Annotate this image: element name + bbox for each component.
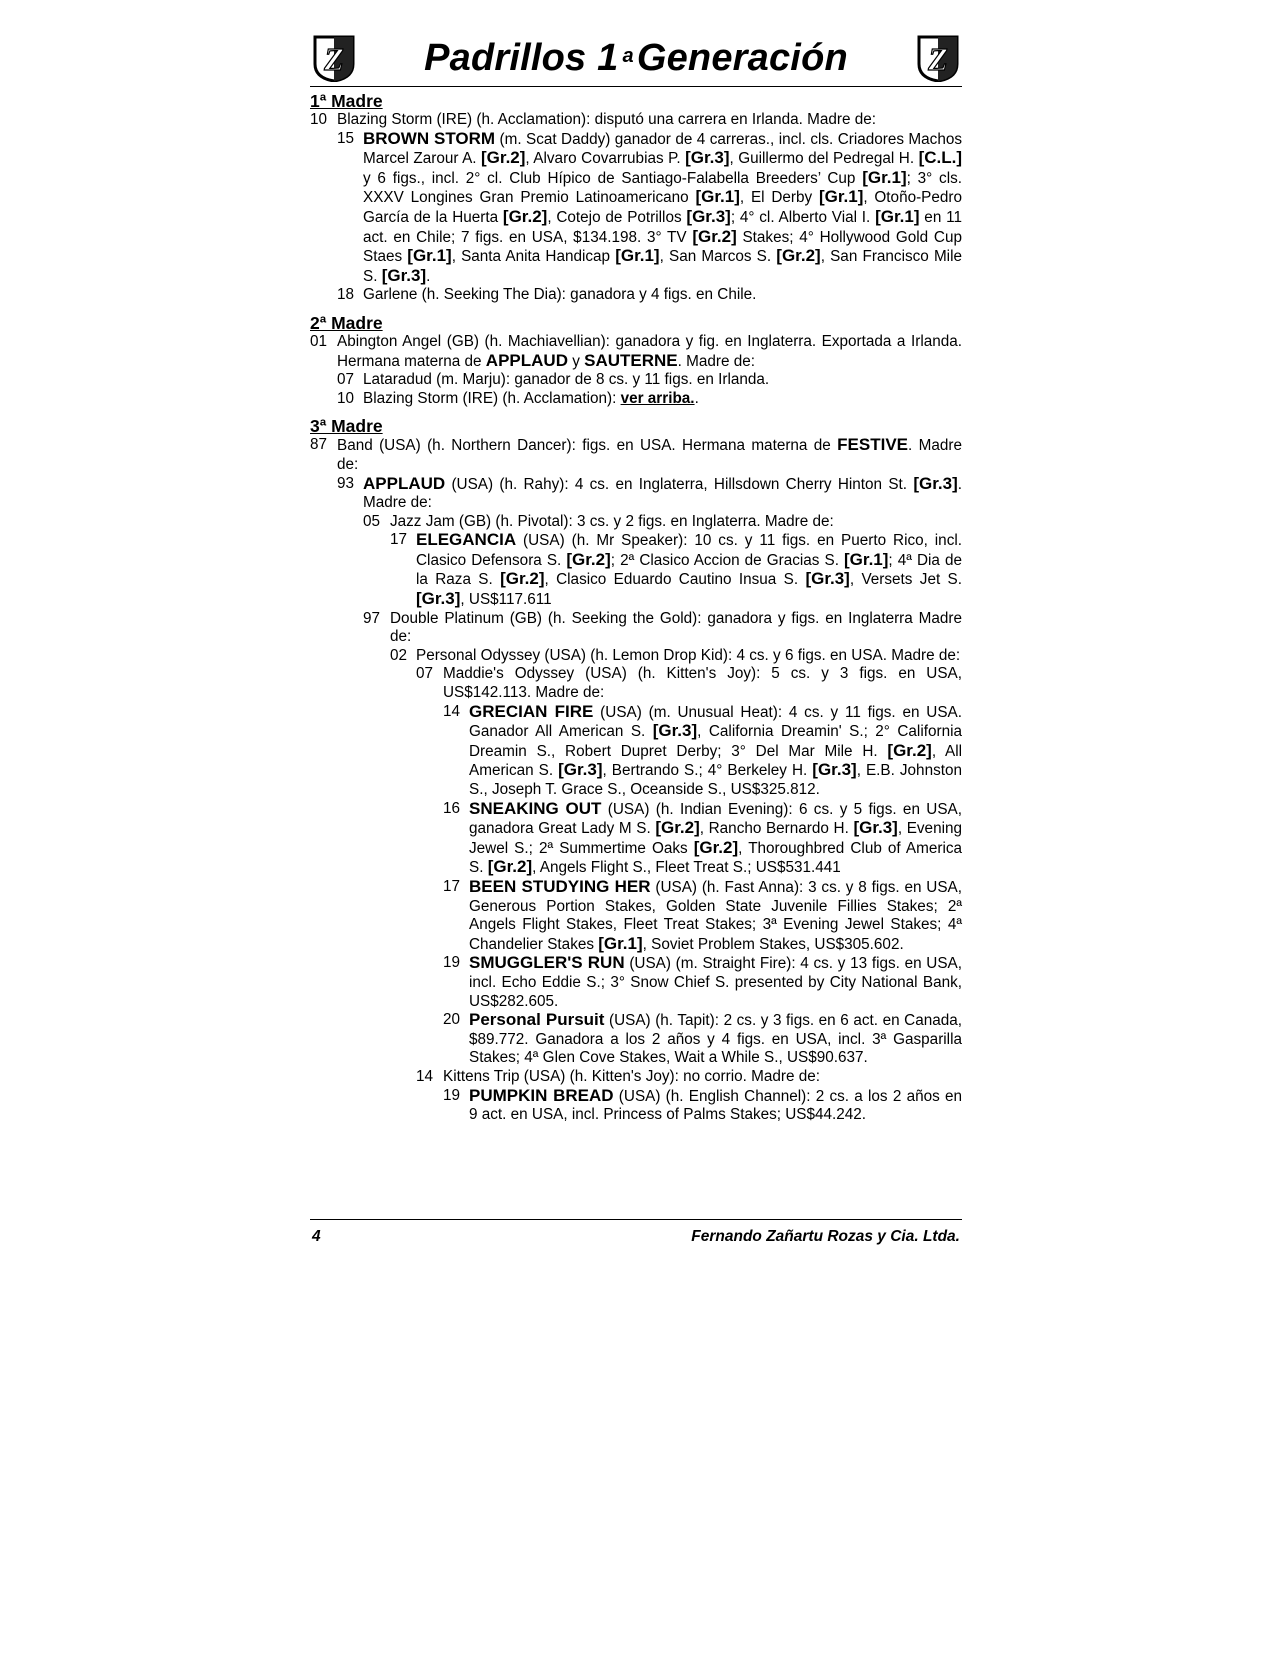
entry-text: Maddie's Odyssey (USA) (h. Kitten's Joy): 5 cs. y 3 figs. en USA, US$142.113. Madre de:	[443, 665, 962, 702]
grade-badge: [Gr.2]	[887, 740, 932, 760]
pedigree-content	[310, 91, 962, 1125]
svg-text:Z: Z	[324, 41, 344, 77]
horse-name: APPLAUD	[363, 473, 446, 493]
entry-text: , California Dreamin' S.; 2° California Dreamin S., Robert Dupret Derby; 3° Del Mar Mile H.	[469, 723, 962, 760]
entry-text: , Evening Jewel S.; 2ª Summertime Oaks	[469, 820, 962, 857]
entry-text: (USA) (h. Tapit): 2 cs. y 3 figs. en 6 act. en Canada, $89.772. Ganadora a los 2 años y 4 figs. en USA, incl. 3ª Gasparilla Stakes; 4ª Glen Cove Stakes, Wait a While S., US$90.637.	[469, 1012, 962, 1067]
grade-badge: [Gr.3]	[812, 760, 857, 780]
entry-text: (USA) (h. English Channel): 2 cs. a los 2 años en 9 act. en USA, incl. Princess of Palms Stakes; US$44.242.	[469, 1087, 962, 1124]
page-title: Padrillos 1 $^a$Generación	[424, 37, 848, 79]
pedigree-entry	[310, 475, 962, 513]
grade-badge: [Gr.2]	[655, 818, 700, 838]
horse-name: SAUTERNE	[584, 350, 678, 370]
madre-section	[310, 416, 962, 1124]
grade-badge: [Gr.1]	[818, 187, 864, 207]
entry-text: , Rancho Bernardo H.	[699, 820, 854, 838]
entry-text: , Otoño-Pedro García de la Huerta	[363, 189, 962, 226]
pedigree-entry	[310, 390, 962, 409]
horse-name: SMUGGLER'S RUN	[469, 953, 625, 973]
grade-badge: [Gr.1]	[844, 549, 889, 569]
entry-text: (m. Scat Daddy) ganador de 4 carreras., incl. cls. Criadores Machos Marcel Zarour A.	[363, 130, 962, 168]
svg-text:Z: Z	[928, 41, 948, 77]
entry-text: , Alvaro Covarrubias P.	[525, 150, 686, 168]
grade-badge: [Gr.2]	[693, 837, 739, 857]
grade-badge: [Gr.2]	[481, 148, 526, 168]
horse-name: APPLAUD	[485, 350, 568, 370]
horse-name: PUMPKIN BREAD	[469, 1085, 614, 1105]
grade-badge: [Gr.3]	[853, 818, 898, 838]
grade-badge: [Gr.3]	[686, 206, 731, 226]
entry-text: Band (USA) (h. Northern Dancer): figs. en USA. Hermana materna de	[337, 437, 838, 455]
entry-text: , San Marcos S.	[659, 248, 777, 266]
entry-text: . Madre de:	[363, 475, 962, 512]
entry-text: en 11 act. en Chile; 7 figs. en USA, $134.198. 3° TV	[363, 208, 962, 246]
entry-text: (USA) (m. Unusual Heat): 4 cs. y 11 figs. en USA. Ganador All American S.	[469, 703, 962, 741]
entry-text: , US$117.611	[460, 591, 552, 609]
entry-text: , Clasico Eduardo Cautino Insua S.	[544, 571, 806, 589]
entry-text: ; 3° cls. XXXV Longines Gran Premio Latinoamericano	[363, 169, 962, 207]
entry-text: ; 4° cl. Alberto Vial I.	[730, 208, 876, 226]
grade-badge: [Gr.1]	[862, 167, 907, 187]
entry-text: , E.B. Johnston S., Joseph T. Grace S., Oceanside S., US$325.812.	[469, 762, 962, 798]
birth-year: 97	[363, 609, 381, 627]
entry-text: (USA) (h. Mr Speaker): 10 cs. y 11 figs. en Puerto Rico, incl. Clasico Defensora S.	[416, 532, 962, 569]
pedigree-entry	[310, 130, 962, 287]
entry-text: Kittens Trip (USA) (h. Kitten's Joy): no corrio. Madre de:	[443, 1067, 820, 1085]
entry-text: y	[567, 352, 585, 370]
grade-badge: [Gr.3]	[685, 148, 730, 168]
grade-badge: [Gr.1]	[407, 246, 452, 266]
pedigree-entry	[310, 703, 962, 800]
grade-badge: [Gr.2]	[566, 549, 611, 569]
entry-text: , San Francisco Mile S.	[363, 248, 962, 285]
entry-text: . Madre de:	[337, 437, 963, 473]
grade-badge: [Gr.1]	[598, 933, 643, 953]
horse-name: BEEN STUDYING HER	[469, 876, 651, 896]
entry-text: (USA) (h. Fast Anna): 3 cs. y 8 figs. en USA, Generous Portion Stakes, Golden State Juvenile Fillies Stakes; 2ª Angels Flight Stakes, Fleet Treat Stakes; 3ª Evening Jewel Stakes; 4ª Chandelier Stakes	[469, 878, 962, 953]
horse-name: Personal Pursuit	[469, 1010, 605, 1030]
birth-year: 20	[443, 1011, 461, 1029]
entry-text: .	[694, 389, 699, 407]
entry-text: Jazz Jam (GB) (h. Pivotal): 3 cs. y 2 figs. en Inglaterra. Madre de:	[390, 512, 834, 530]
birth-year: 87	[310, 436, 328, 454]
logo-right-icon	[916, 34, 960, 82]
birth-year: 93	[337, 474, 355, 492]
grade-badge: [Gr.3]	[652, 721, 698, 741]
horse-name: BROWN STORM	[363, 128, 496, 148]
entry-text: Lataradud (m. Marju): ganador de 8 cs. y 11 figs. en Irlanda.	[363, 371, 770, 389]
pedigree-entry	[310, 436, 962, 474]
pedigree-entry	[310, 286, 962, 305]
pedigree-entry	[310, 800, 962, 878]
entry-text: Personal Odyssey (USA) (h. Lemon Drop Kid): 4 cs. y 6 figs. en USA. Madre de:	[416, 646, 961, 664]
grade-badge: [Gr.2]	[692, 226, 737, 246]
entry-text: , All American S.	[469, 742, 963, 780]
birth-year: 05	[363, 512, 381, 530]
entry-text: (USA) (h. Rahy): 4 cs. en Inglaterra, Hillsdown Cherry Hinton St.	[445, 475, 914, 493]
madre-section	[310, 313, 962, 408]
grade-badge: [Gr.1]	[875, 206, 920, 226]
birth-year: 17	[443, 877, 461, 895]
entry-text: Double Platinum (GB) (h. Seeking the Gold): ganadora y figs. en Inglaterra Madre de:	[390, 609, 962, 646]
pedigree-entry	[310, 371, 962, 390]
grade-badge: [Gr.3]	[381, 265, 427, 285]
entry-text: , Cotejo de Potrillos	[547, 208, 687, 226]
grade-badge: [Gr.2]	[776, 246, 821, 266]
birth-year: 02	[390, 646, 408, 664]
entry-text: , Thoroughbred Club of America S.	[469, 839, 962, 877]
birth-year: 14	[416, 1067, 434, 1085]
entry-text: Blazing Storm (IRE) (h. Acclamation): disputó una carrera en Irlanda. Madre de:	[337, 111, 877, 128]
page-header	[310, 34, 962, 87]
horse-name: FESTIVE	[837, 435, 909, 455]
pedigree-entry	[310, 1011, 962, 1068]
entry-text: Blazing Storm (IRE) (h. Acclamation):	[363, 389, 621, 407]
birth-year: 15	[337, 129, 355, 147]
entry-text: , Versets Jet S.	[849, 571, 963, 589]
page-number: 4	[312, 1228, 321, 1245]
entry-text: , Angels Flight S., Fleet Treat S.; US$531.441	[532, 859, 841, 877]
entry-text: ; 2ª Clasico Accion de Gracias S.	[610, 551, 845, 569]
grade-badge: [Gr.2]	[487, 857, 533, 877]
pedigree-entry	[310, 1087, 962, 1125]
birth-year: 18	[337, 286, 355, 304]
grade-badge: [Gr.2]	[502, 206, 548, 226]
entry-text: Abington Angel (GB) (h. Machiavellian): ganadora y fig. en Inglaterra. Exportada a Irlanda. Hermana materna de	[337, 332, 962, 370]
pedigree-entry	[310, 531, 962, 609]
madre-section	[310, 91, 962, 305]
section-heading: 3ª Madre	[310, 416, 383, 437]
grade-badge: [Gr.3]	[558, 760, 603, 780]
entry-text: y 6 figs., incl. 2° cl. Club Hípico de Santiago-Falabella Breeders’ Cup	[363, 169, 863, 187]
company-name: Fernando Zañartu Rozas y Cia. Ltda.	[691, 1228, 960, 1245]
grade-badge: [Gr.1]	[695, 187, 740, 207]
birth-year: 10	[337, 389, 355, 407]
entry-text: , Guillermo del Pedregal H.	[729, 150, 919, 168]
page-footer	[310, 1219, 962, 1250]
pedigree-entry	[310, 647, 962, 666]
pedigree-entry	[310, 665, 962, 702]
horse-name: GRECIAN FIRE	[469, 701, 594, 721]
pedigree-entry	[310, 610, 962, 647]
birth-year: 14	[443, 702, 461, 720]
entry-text: . Madre de:	[677, 352, 756, 370]
birth-year: 07	[337, 371, 355, 389]
cross-reference: ver arriba.	[620, 389, 695, 407]
entry-text: (USA) (h. Indian Evening): 6 cs. y 5 figs. en USA, ganadora Great Lady M S.	[469, 800, 962, 838]
pedigree-entry	[310, 878, 962, 954]
horse-name: SNEAKING OUT	[469, 798, 602, 818]
birth-year: 19	[443, 954, 461, 972]
grade-badge: [C.L.]	[918, 148, 962, 168]
grade-badge: [Gr.2]	[500, 569, 545, 589]
entry-text: , Bertrando S.; 4° Berkeley H.	[602, 762, 813, 780]
pedigree-entry	[310, 513, 962, 532]
entry-text: (USA) (m. Straight Fire): 4 cs. y 13 figs. en USA, incl. Echo Eddie S.; 3° Snow Chief S. presented by City National Bank, US$282.605.	[469, 955, 962, 1010]
grade-badge: [Gr.1]	[615, 246, 660, 266]
birth-year: 01	[310, 332, 328, 350]
entry-text: Stakes; 4° Hollywood Gold Cup Staes	[363, 228, 962, 266]
section-heading: 2ª Madre	[310, 312, 383, 333]
grade-badge: [Gr.3]	[416, 589, 461, 609]
birth-year: 16	[443, 799, 461, 817]
horse-name: ELEGANCIA	[416, 530, 517, 550]
pedigree-entry	[310, 1068, 962, 1087]
birth-year: 19	[443, 1086, 461, 1104]
grade-badge: [Gr.3]	[805, 569, 850, 589]
pedigree-entry	[310, 111, 962, 130]
entry-text: ; 4ª Dia de la Raza S.	[416, 551, 962, 589]
pedigree-entry	[310, 954, 962, 1011]
birth-year: 10	[310, 111, 328, 128]
entry-text: .	[426, 267, 431, 285]
entry-text: Garlene (h. Seeking The Dia): ganadora y 4 figs. en Chile.	[363, 286, 757, 304]
entry-text: , El Derby	[739, 189, 819, 207]
page	[310, 34, 962, 1125]
birth-year: 07	[416, 665, 434, 683]
birth-year: 17	[390, 531, 408, 549]
section-heading: 1ª Madre	[310, 91, 383, 111]
pedigree-entry	[310, 333, 962, 371]
entry-text: , Soviet Problem Stakes, US$305.602.	[642, 935, 904, 953]
entry-text: , Santa Anita Handicap	[451, 248, 616, 266]
grade-badge: [Gr.3]	[913, 473, 958, 493]
